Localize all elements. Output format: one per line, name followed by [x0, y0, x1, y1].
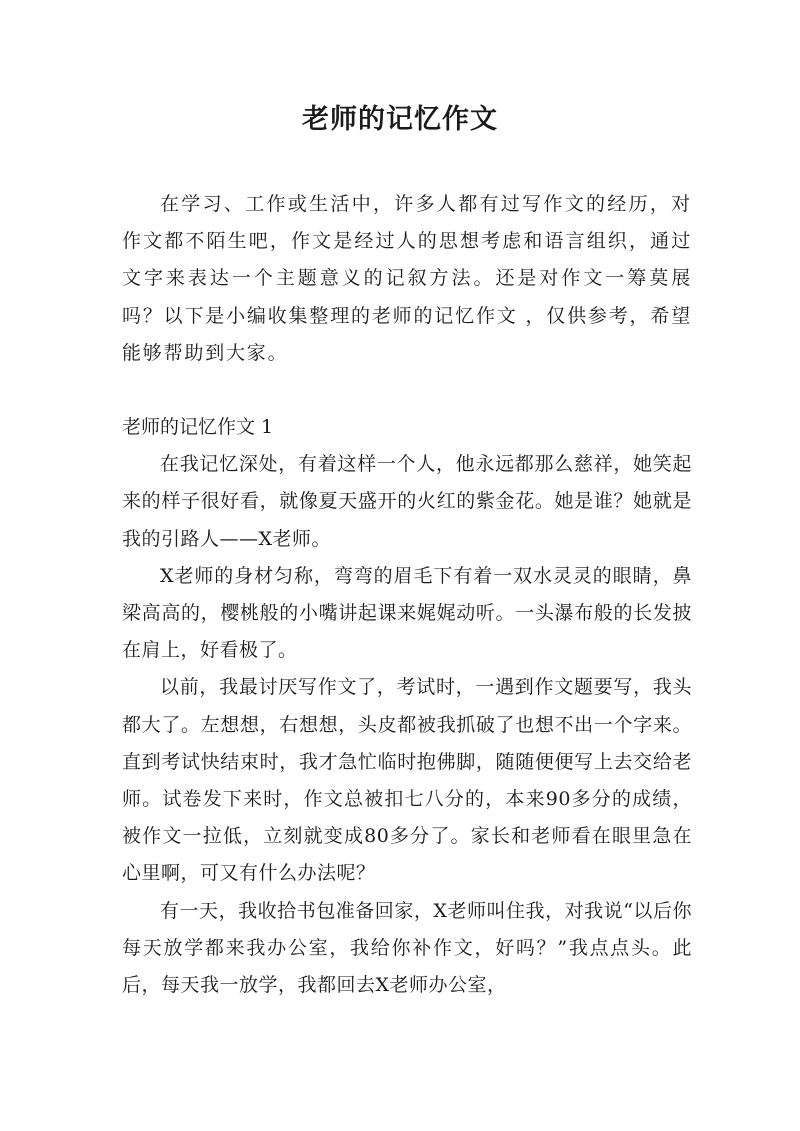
body-paragraph: 有一天，我收拾书包准备回家，X老师叫住我，对我说“以后你每天放学都来我办公室，我给你补作文，好吗？”我点点头。此后，每天我一放学，我都回去X老师办公室，	[122, 899, 692, 997]
document-title: 老师的记忆作文	[302, 104, 498, 135]
body-paragraph: 以前，我最讨厌写作文了，考试时，一遇到作文题要写，我头都大了。左想想，右想想，头皮都被我抓破了也想不出一个字来。直到考试快结束时，我才急忙临时抱佛脚，随随便便写上去交给老师。试卷发下来时，作文总被扣七八分的，本来90多分的成绩，被作文一拉低，立刻就变成80多分了。家长和老师看在眼里急在心里啊，可又有什么办法呢？	[122, 676, 692, 885]
body-paragraph: X老师的身材匀称，弯弯的眉毛下有着一双水灵灵的眼睛，鼻梁高高的，樱桃般的小嘴讲起课来娓娓动听。一头瀑布般的长发披在肩上，好看极了。	[122, 564, 692, 662]
intro-paragraph: 在学习、工作或生活中，许多人都有过写作文的经历，对作文都不陌生吧，作文是经过人的思想考虑和语言组织，通过文字来表达一个主题意义的记叙方法。还是对作文一筹莫展吗？以下是小编收集整理的老师的记忆作文 ，仅供参考，希望能够帮助到大家。	[122, 193, 692, 364]
body-paragraph: 在我记忆深处，有着这样一个人，他永远都那么慈祥，她笑起来的样子很好看，就像夏天盛开的火红的紫金花。她是谁？她就是我的引路人——X老师。	[122, 453, 692, 550]
document-body	[122, 186, 692, 1004]
paragraph-spacer	[122, 372, 692, 409]
section-heading: 老师的记忆作文 1	[122, 416, 274, 439]
